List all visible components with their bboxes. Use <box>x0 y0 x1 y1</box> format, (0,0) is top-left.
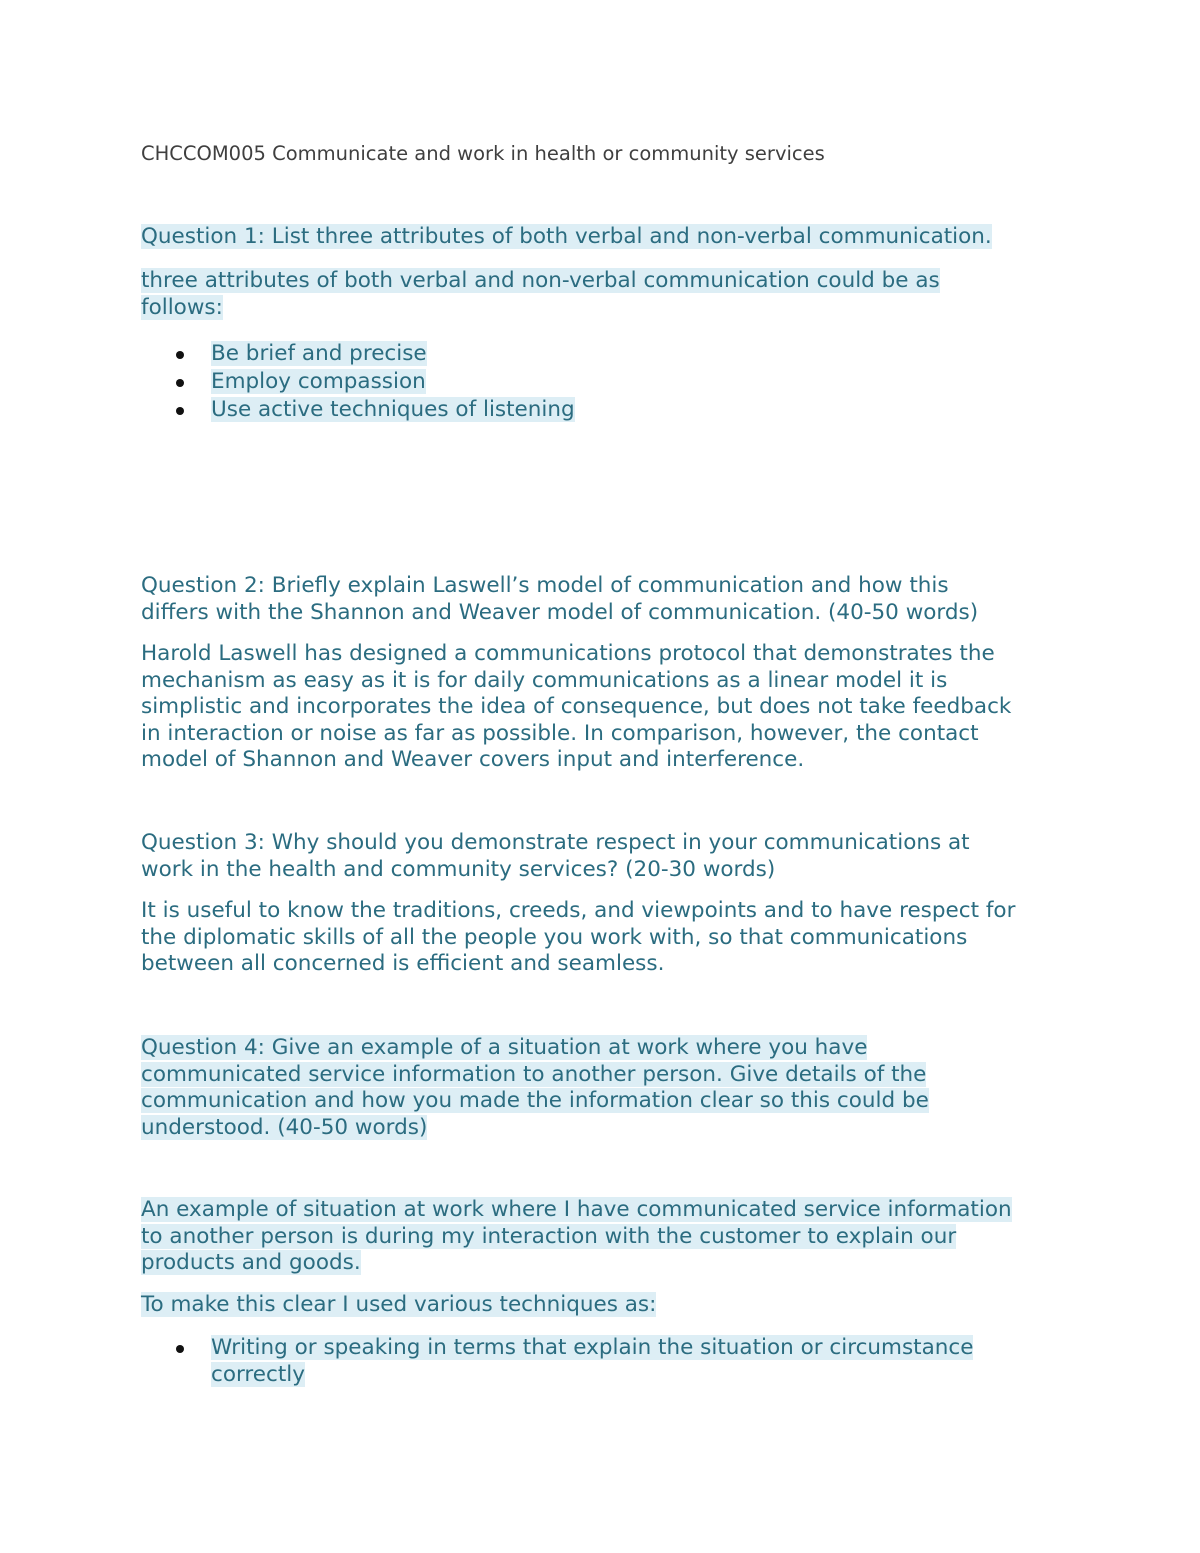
list-item-text: correctly <box>211 1362 305 1387</box>
question-3-line: Question 3: Why should you demonstrate respect in your communications at <box>141 830 970 855</box>
answer-2-line: mechanism as easy as it is for daily communications as a linear model it is <box>141 667 948 693</box>
list-item <box>141 368 575 396</box>
techniques-intro-text: To make this clear I used various techniques as: <box>141 1292 657 1317</box>
answer-4 <box>141 1197 1012 1277</box>
document-title-text: CHCCOM005 Communicate and work in health or community services <box>141 142 825 165</box>
attributes-list <box>141 340 575 424</box>
list-item-text: Writing or speaking in terms that explain the situation or circumstance <box>211 1335 974 1360</box>
answer-3-line: It is useful to know the traditions, creeds, and viewpoints and to have respect for <box>141 898 1016 923</box>
answer-3-line: the diplomatic skills of all the people you work with, so that communications <box>141 924 968 950</box>
list-item-text: Employ compassion <box>211 369 426 394</box>
question-4 <box>141 1035 929 1141</box>
answer-2-line: model of Shannon and Weaver covers input and interference. <box>141 747 805 772</box>
question-4-line: communicated service information to another person. Give details of the <box>141 1061 927 1087</box>
question-2 <box>141 573 978 626</box>
techniques-intro <box>141 1292 656 1319</box>
techniques-list <box>141 1334 973 1388</box>
question-2-line: Question 2: Briefly explain Laswell’s model of communication and how this <box>141 573 949 598</box>
answer-2 <box>141 641 1011 774</box>
answer-4-line: to another person is during my interaction with the customer to explain our <box>141 1223 957 1249</box>
list-item <box>141 340 575 368</box>
answer-4-line: products and goods. <box>141 1250 361 1275</box>
answer-2-line: Harold Laswell has designed a communications protocol that demonstrates the <box>141 641 995 666</box>
answer-4-line: An example of situation at work where I have communicated service information <box>141 1197 1012 1222</box>
list-item-text: Use active techniques of listening <box>211 397 575 422</box>
question-4-line: communication and how you made the information clear so this could be <box>141 1088 929 1113</box>
answer-2-line: in interaction or noise as far as possible. In comparison, however, the contact <box>141 720 979 746</box>
question-4-line: Question 4: Give an example of a situation at work where you have <box>141 1035 868 1060</box>
answer-2-line: simplistic and incorporates the idea of consequence, but does not take feedback <box>141 694 1012 719</box>
answer-3 <box>141 898 1015 978</box>
question-3-line: work in the health and community services? (20-30 words) <box>141 856 776 882</box>
question-1-text: Question 1: List three attributes of both verbal and non-verbal communication. <box>141 224 992 249</box>
answer-1-line: three attributes of both verbal and non-verbal communication could be as <box>141 268 940 293</box>
question-3 <box>141 830 970 883</box>
list-item <box>141 1334 973 1388</box>
question-4-line: understood. (40-50 words) <box>141 1114 428 1140</box>
question-2-line: differs with the Shannon and Weaver model of communication. (40-50 words) <box>141 599 979 625</box>
answer-3-line: between all concerned is efficient and seamless. <box>141 951 665 976</box>
answer-1-line: follows: <box>141 294 223 320</box>
question-1 <box>141 224 992 251</box>
answer-1 <box>141 268 940 321</box>
list-item-text: Be brief and precise <box>211 341 427 366</box>
document-title <box>141 141 825 167</box>
list-item <box>141 396 575 424</box>
